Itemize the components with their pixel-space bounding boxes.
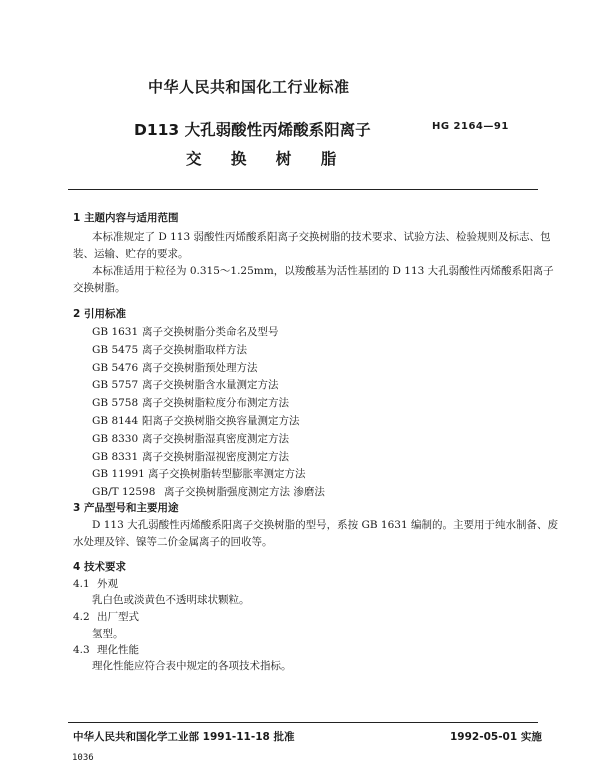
reference-name: 离子交换树脂湿真密度测定方法 [142,432,289,445]
section-4-heading: 4 技术要求 [73,561,126,573]
subsection-title: 出厂型式 [97,611,139,623]
reference-item [92,324,325,342]
reference-item [92,377,325,395]
approval-line: 中华人民共和国化学工业部 1991-11-18 批准 [73,731,295,743]
implementation-date: 1992-05-01 实施 [450,731,542,743]
reference-code: GB 5476 [92,361,139,374]
reference-name: 离子交换树脂预处理方法 [142,361,258,374]
reference-name: 离子交换树脂强度测定方法 渗磨法 [164,486,325,499]
section-1-para1-line2: 装、运输、贮存的要求。 [73,248,189,260]
reference-name: 离子交换树脂湿视密度测定方法 [142,450,289,463]
reference-item [92,342,325,360]
subsection-4-3-text: 理化性能应符合表中规定的各项技术指标。 [92,660,292,672]
reference-item [92,431,325,449]
section-3-para-line2: 水处理及锌、镍等二价金属离子的回收等。 [73,536,273,548]
subsection-number: 4.1 [73,578,90,590]
subsection-4-2-title [73,609,139,626]
reference-name: 离子交换树脂含水量测定方法 [142,379,279,392]
reference-code: GB 5758 [92,397,139,410]
reference-name: 阳离子交换树脂交换容量测定方法 [142,414,300,427]
reference-code: GB 11991 [92,468,145,481]
section-1-para2-line1: 本标准适用于粒径为 0.315～1.25mm，以羧酸基为活性基团的 D 113 大孔弱酸性丙烯酸系阳离子 [92,265,554,277]
reference-code: GB 5757 [92,379,139,392]
section-3-para-line1: D 113 大孔弱酸性丙烯酸系阳离子交换树脂的型号，系按 GB 1631 编制的。主要用于纯水制备、废 [92,519,558,531]
reference-name: 离子交换树脂取样方法 [142,343,247,356]
section-1-para1-line1: 本标准规定了 D 113 弱酸性丙烯酸系阳离子交换树脂的技术要求、试验方法、检验规则及标志、包 [92,231,551,243]
subsection-number: 4.2 [73,611,90,623]
reference-code: GB 8144 [92,414,139,427]
reference-name: 离子交换树脂转型膨胀率测定方法 [148,468,306,481]
reference-code: GB 8330 [92,432,139,445]
subsection-number: 4.3 [73,644,90,656]
reference-code: GB 5475 [92,343,139,356]
subsection-4-3-title [73,642,139,659]
reference-list [92,324,325,502]
reference-item [92,360,325,378]
header-rule [68,189,538,190]
subsection-4-1-text: 乳白色或淡黄色不透明球状颗粒。 [92,594,250,606]
reference-name: 离子交换树脂粒度分布测定方法 [142,397,289,410]
standard-number: HG 2164—91 [432,121,509,132]
reference-code: GB 1631 [92,326,139,338]
subsection-title: 理化性能 [97,644,139,656]
subsection-4-1-title [73,576,118,593]
reference-name: 离子交换树脂分类命名及型号 [142,326,279,338]
subsection-4-2-text: 氢型。 [92,628,124,640]
section-1-para2-line2: 交换树脂。 [73,282,126,294]
industry-standard-title: 中华人民共和国化工行业标准 [148,78,350,96]
subsection-title: 外观 [97,578,118,590]
document-subtitle: 交 换 树 脂 [186,150,349,168]
reference-code: GB 8331 [92,450,139,463]
reference-item [92,413,325,431]
reference-item [92,449,325,467]
reference-item [92,395,325,413]
document-title: D113 大孔弱酸性丙烯酸系阳离子 [134,121,371,139]
footer-rule [68,722,538,723]
section-1-heading: 1 主题内容与适用范围 [73,212,179,224]
section-2-heading: 2 引用标准 [73,308,126,320]
section-3-heading: 3 产品型号和主要用途 [73,502,179,514]
page-number: 1036 [72,753,94,763]
reference-item [92,466,325,484]
reference-code: GB/T 12598 [92,486,156,499]
